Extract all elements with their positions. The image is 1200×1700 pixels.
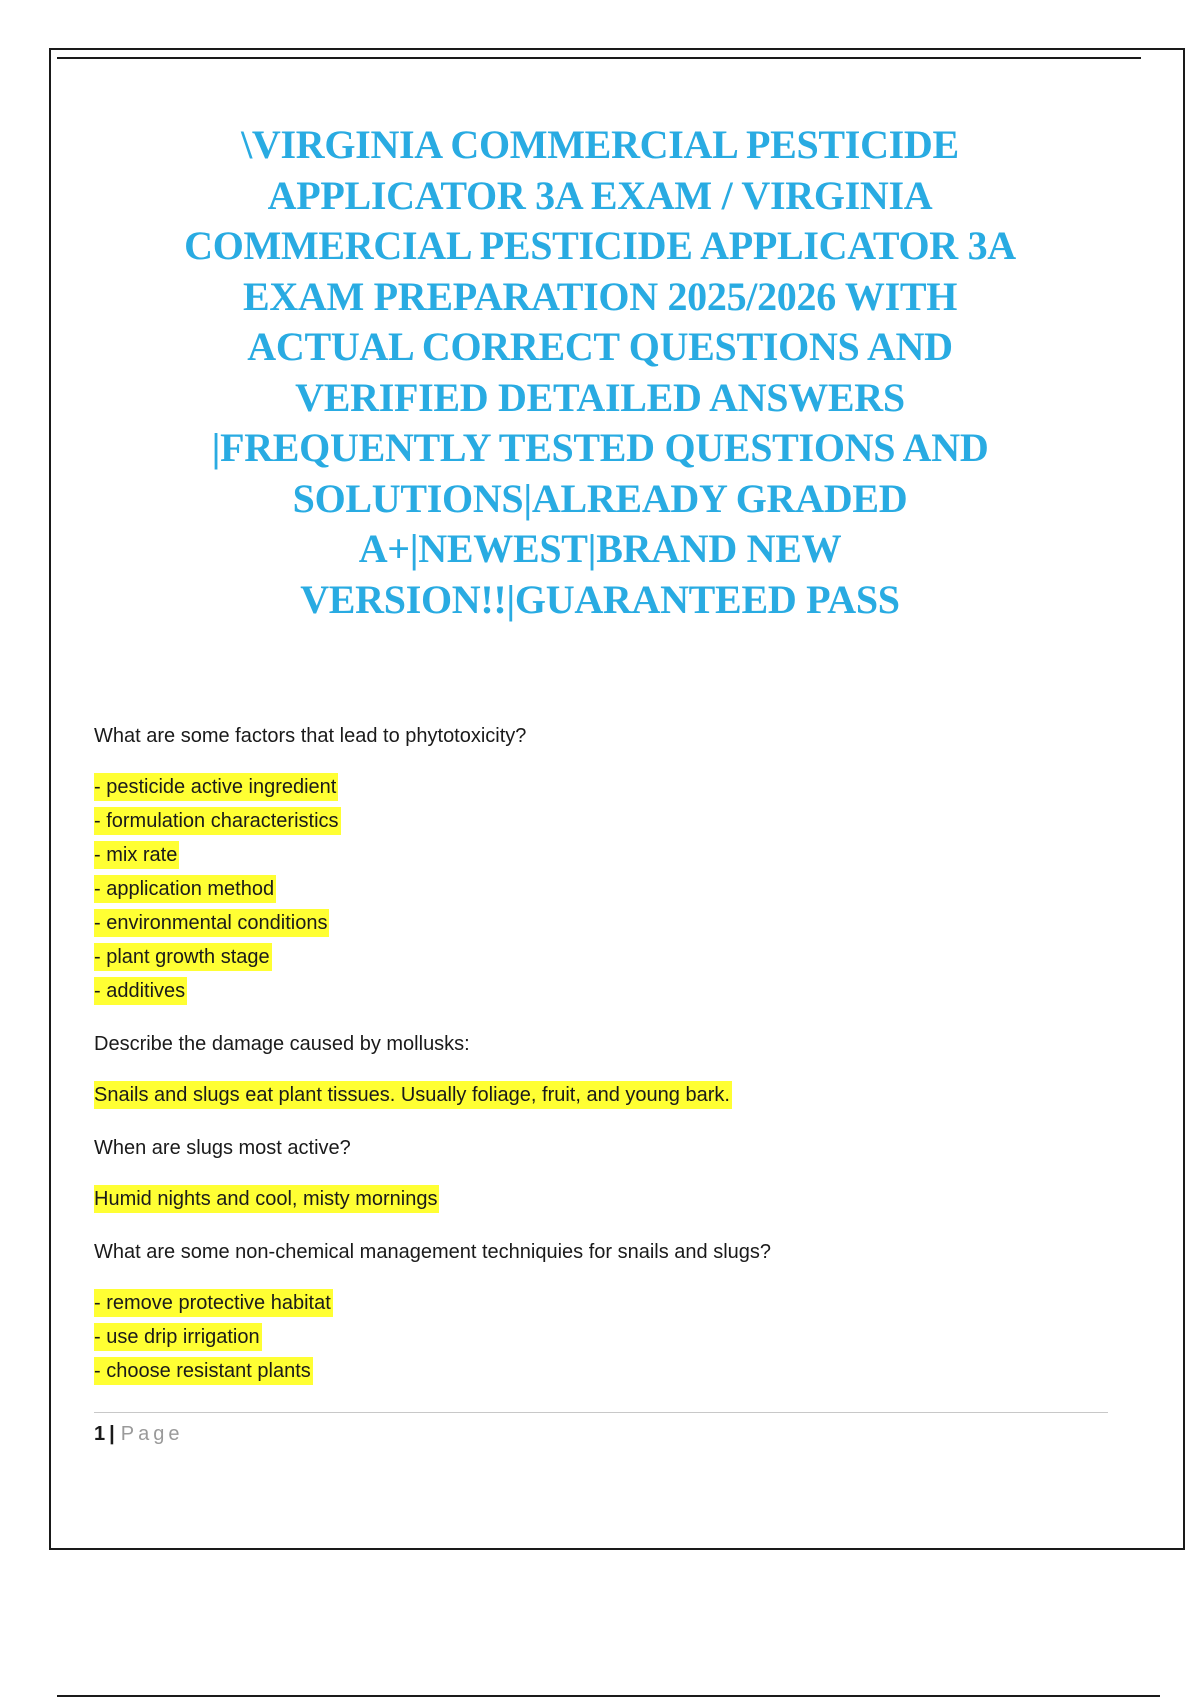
highlighted-answer: - remove protective habitat: [94, 1289, 333, 1317]
question: Describe the damage caused by mollusks:: [94, 1033, 470, 1055]
question: What are some non-chemical management techniquies for snails and slugs?: [94, 1241, 772, 1263]
answer-list: [94, 770, 1074, 1008]
footer-rule: [94, 1412, 1108, 1413]
answer-line: [94, 906, 1074, 940]
answer-list: [94, 1182, 1074, 1216]
qa-block-mollusk-damage: [94, 1030, 1074, 1112]
answer-line: [94, 1078, 1074, 1112]
answer-list: [94, 1078, 1074, 1112]
qa-content: [94, 722, 1074, 1410]
title-line: \VIRGINIA COMMERCIAL PESTICIDE: [241, 122, 959, 167]
title-line: A+|NEWEST|BRAND NEW: [358, 526, 842, 571]
title-line: ACTUAL CORRECT QUESTIONS AND: [247, 324, 953, 369]
title-line: COMMERCIAL PESTICIDE APPLICATOR 3A: [184, 223, 1016, 268]
page-label: Page: [120, 1423, 184, 1445]
next-page-top-rule: [57, 1695, 1160, 1697]
answer-list: [94, 1286, 1074, 1388]
title-line: VERSION!!|GUARANTEED PASS: [300, 576, 900, 622]
answer-line: [94, 872, 1074, 906]
question: What are some factors that lead to phytotoxicity?: [94, 725, 527, 747]
highlighted-answer: - use drip irrigation: [94, 1323, 262, 1351]
qa-block-non-chemical-management: [94, 1238, 1074, 1388]
highlighted-answer: - application method: [94, 875, 276, 903]
highlighted-answer: - mix rate: [94, 841, 179, 869]
highlighted-answer: - environmental conditions: [94, 909, 329, 937]
highlighted-answer: - choose resistant plants: [94, 1357, 313, 1385]
title-line: SOLUTIONS|ALREADY GRADED: [292, 475, 908, 521]
document-title: [90, 120, 1110, 625]
answer-line: [94, 974, 1074, 1008]
highlighted-answer: - additives: [94, 977, 187, 1005]
title-line: VERIFIED DETAILED ANSWERS: [295, 374, 905, 420]
answer-line: [94, 804, 1074, 838]
question: When are slugs most active?: [94, 1137, 351, 1159]
answer-line: [94, 1320, 1074, 1354]
highlighted-answer: Snails and slugs eat plant tissues. Usually foliage, fruit, and young bark.: [94, 1081, 732, 1109]
answer-line: [94, 1182, 1074, 1216]
highlighted-answer: - plant growth stage: [94, 943, 272, 971]
answer-line: [94, 1286, 1074, 1320]
answer-line: [94, 770, 1074, 804]
answer-line: [94, 1354, 1074, 1388]
qa-block-phytotoxicity: [94, 722, 1074, 1008]
page-separator: |: [109, 1423, 115, 1445]
highlighted-answer: Humid nights and cool, misty mornings: [94, 1185, 439, 1213]
qa-block-slug-activity: [94, 1134, 1074, 1216]
title-line: EXAM PREPARATION 2025/2026 WITH: [242, 273, 958, 319]
answer-line: [94, 838, 1074, 872]
page-number: 1: [94, 1423, 106, 1445]
top-rule: [57, 57, 1141, 59]
answer-line: [94, 940, 1074, 974]
highlighted-answer: - formulation characteristics: [94, 807, 341, 835]
title-line: APPLICATOR 3A EXAM / VIRGINIA: [267, 172, 933, 218]
title-line: |FREQUENTLY TESTED QUESTIONS AND: [211, 425, 989, 470]
page-footer: [94, 1420, 183, 1448]
highlighted-answer: - pesticide active ingredient: [94, 773, 338, 801]
